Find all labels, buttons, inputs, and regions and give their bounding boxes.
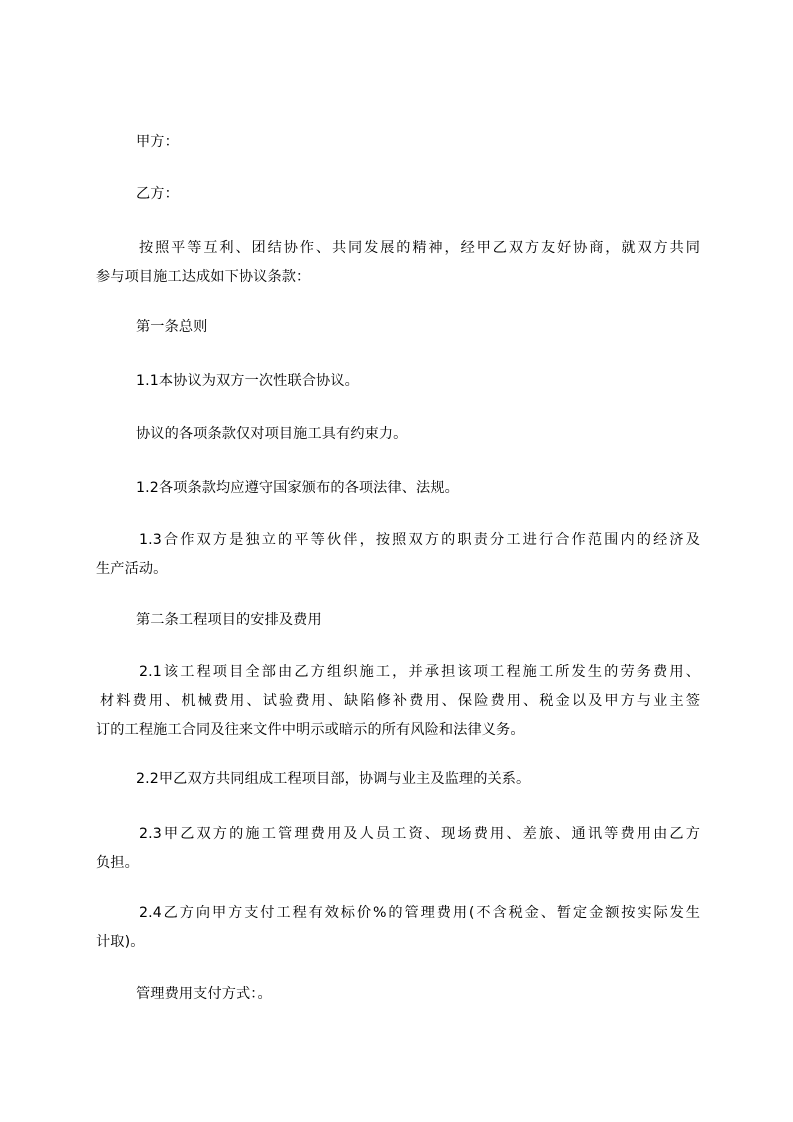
text-line: 2.1该工程项目全部由乙方组织施工，并承担该项工程施工所发生的劳务费用、: [139, 664, 700, 680]
clause-1-3: [96, 526, 700, 584]
text-line: 1.1本协议为双方一次性联合协议。: [136, 373, 359, 389]
text-line: 甲方：: [136, 134, 179, 150]
text-line: 协议的各项条款仅对项目施工具有约束力。: [136, 426, 408, 442]
clause-2-1: [96, 658, 700, 745]
party-b-line: [136, 180, 179, 209]
text-line: 第一条总则: [136, 319, 208, 335]
text-line: 计取)。: [96, 934, 145, 950]
text-line: 2.2甲乙双方共同组成工程项目部，协调与业主及监理的关系。: [136, 771, 531, 787]
text-line: 1.2各项条款均应遵守国家颁布的各项法律、法规。: [136, 480, 459, 496]
text-line: 参与项目施工达成如下协议条款：: [96, 269, 311, 285]
text-line: 生产活动。: [96, 561, 168, 577]
preamble-paragraph: [96, 234, 700, 292]
text-line: 第二条工程项目的安排及费用: [136, 612, 322, 628]
party-a-line: [136, 128, 179, 157]
clause-1-1: [136, 367, 359, 396]
text-line: 管理费用支付方式：。: [136, 986, 272, 1002]
text-line: 负担。: [96, 855, 139, 871]
clause-1-1-continuation: [136, 420, 407, 449]
text-line: 2.4乙方向甲方支付工程有效标价%的管理费用(不含税金、暂定金额按实际发生: [139, 905, 700, 921]
text-line: 订的工程施工合同及往来文件中明示或暗示的所有风险和法律义务。: [96, 722, 525, 738]
text-line: 2.3甲乙双方的施工管理费用及人员工资、现场费用、差旅、通讯等费用由乙方: [139, 826, 700, 842]
text-line: 1.3合作双方是独立的平等伙伴，按照双方的职责分工进行合作范围内的经济及: [139, 532, 700, 548]
text-line: 乙方：: [136, 186, 179, 202]
clause-2-3: [96, 820, 700, 878]
clause-2-2: [136, 765, 530, 794]
article-2-title: [136, 606, 322, 635]
payment-method-line: [136, 980, 272, 1009]
article-1-title: [136, 313, 207, 342]
text-line: 材料费用、机械费用、试验费用、缺陷修补费用、保险费用、税金以及甲方与业主签: [100, 693, 700, 709]
clause-1-2: [136, 474, 459, 503]
text-line: 按照平等互利、团结协作、共同发展的精神，经甲乙双方友好协商，就双方共同: [139, 240, 700, 256]
clause-2-4: [96, 899, 700, 957]
